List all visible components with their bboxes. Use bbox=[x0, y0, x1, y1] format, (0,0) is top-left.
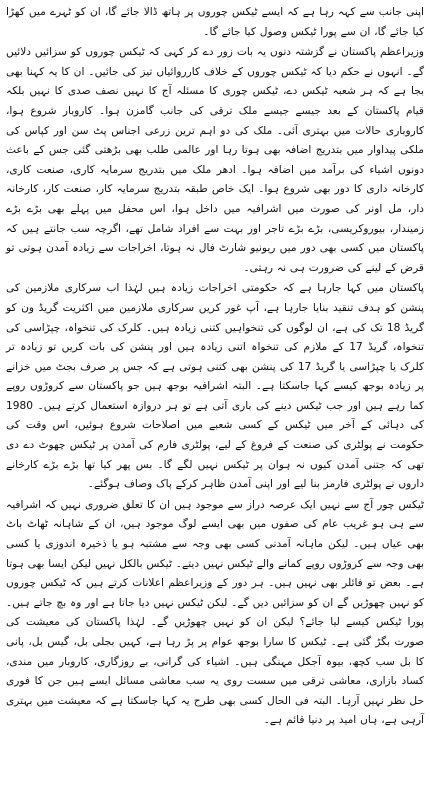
article-paragraph-4: ٹیکس چور آج سے نہیں ایک عرصہ دراز سے موجود ہیں ان کا تعلق ضروری نہیں کہ اشرافیہ سے ہی ہو غریب عام کی صفوں میں بھی ایسے لوگ موجود ہیں، ان کے شاہانہ ٹھاٹ باٹ بھی عیاں ہیں۔ لیکن ماہانہ آمدنی کسی بھی وجہ سے مشتبہ ہو یا ذخیرہ اندوزی یا کسی بھی وجہ سے کروڑوں روپے کمانے والے ٹیکس نہیں دیتے۔ ٹیکس بالکل نہیں لیکن ایسا بھی ہوتا ہے۔ بعض تو فائلر بھی نہیں ہیں۔ ہر دور کے وزیراعظم اعلانات کرتے ہیں کہ ٹیکس چوروں کو نہیں چھوڑیں گے ان کو سزائیں دیں گے۔ لیکن ٹیکس نہیں دیا جاتا ہے اور وہ بچ جاتے ہیں۔ پورا ٹیکس کیسے لیا جائے؟ لیکن ان کو نہیں چھوڑیں گے۔ لہٰذا پاکستان کی معیشت کی صورت بگڑ گئی ہے۔ ٹیکس کا سارا بوجھ عوام پر پڑ رہا ہے، کہیں بجلی بل، گیس بل، پانی کا بل سب کچھ، بیوہ آجکل مہنگی ہیں۔ اشیاء کی گرانی، بے روزگاری، کاروبار میں مندی، کساد بازاری، معاشی ترقی میں سست روی یہ سب معاشی مسائل ایسے ہیں جن کا فوری حل نظر نہیں آرہا۔ البتہ فی الحال کسی بھی طرح یہ کہا جاسکتا ہے کہ معیشت میں بہتری آرہی ہے، ہاں امید پر دنیا قائم ہے۔ bbox=[6, 498, 424, 727]
article-paragraph-2: وزیراعظم پاکستان نے گزشتہ دنوں یہ بات زور دے کر کہی کہ ٹیکس چوروں کو سزائیں دلائیں گے۔ انہوں نے حکم دیا کہ ٹیکس چوروں کے خلاف کارروائیاں تیز کی جائیں۔ ان کا یہ کہنا بھی بجا ہے کہ ہر شعبہ ٹیکس دے، ٹیکس چوری کا مسئلہ آج کا نہیں نصف صدی کا نہیں بلکہ قیام پاکستان کے بعد جیسے جیسے ملک ترقی کی جانب گامزن ہوا۔ کاروبار شروع ہوا، کاروباری حالات میں بہتری آئی۔ ملک کی دو اہم ترین زرعی اجناس پٹ سن اور کپاس کی ملکی پیداوار میں بتدریج اضافہ بھی ہوتا رہا اور عالمی طلب بھی بڑھتی گئی جس کے باعث دونوں اشیاء کی برآمد میں اضافہ ہوا۔ ادھر ملک میں بتدریج سرمایہ کاری، صنعت کاری، کارخانہ داری کا دور بھی شروع ہوا۔ ایک خاص طبقہ بتدریج سرمایہ کار، صنعت کار، کارخانہ دار، مل اونر کی صورت میں اشرافیہ میں داخل ہوا، اس محفل میں پہلے بھی بڑے بڑے زمیندار، بیوروکریسی، بڑے بڑے تاجر اور بہت سے افراد شامل تھے، اگرچہ سب جانتے ہیں کہ پاکستان میں کسی بھی دور میں ریونیو شارٹ فال نہ ہوتا، اخراجات سے زیادہ آمدن ہوتی تو قرض کے لینے کی ضرورت ہی نہ رہتی۔ bbox=[6, 46, 424, 274]
article-paragraph-3: پاکستان میں کہا جارہا ہے کہ حکومتی اخراجات زیادہ ہیں لہٰذا اب سرکاری ملازمین کی پنشن کو ہدف تنقید بنایا جارہا ہے، آپ غور کریں سرکاری ملازمین میں اکثریت گریڈ ون کو گریڈ 18 تک کی ہے، ان لوگوں کی تنخواہیں کتنی زیادہ ہیں۔ کلرک کی تنخواہ، چپڑاسی کی تنخواہ، گریڈ 17 کے ملازم کی تنخواہ اتنی زیادہ ہیں اور پنشن کی بات کریں تو زیادہ تر کلرک یا چپڑاسی یا گریڈ 17 کی پنشن بھی کتنی ہوتی ہے کہ جس پر صرف بجٹ میں خزانے پر زیادہ بوجھ کیسے کہا جاسکتا ہے۔ البتہ اشرافیہ بوجھ ہیں جو پاکستان سے کروڑوں روپے کما رہے ہیں اور جب ٹیکس دینے کی باری آتی ہے تو ہر دروازہ استعمال کرتے ہیں۔ 1980 کی دہائی کے آخر میں ٹیکس کے کسی شعبے میں اصلاحات شروع ہوئیں، اس وقت کی حکومت نے پولٹری کی صنعت کے فروغ کے لیے، پولٹری فارم کی آمدن پر ٹیکس چھوٹ دے دی تھی کہ جتنی آمدن کیوں نہ ہوان پر ٹیکس نہیں لگے گا۔ بس پھر کیا تھا بڑے بڑے کارخانے داروں نے پولٹری فارمز بنا لیے اور اپنی آمدن ظاہر کرکے پاک وصاف ہوگئے۔ bbox=[6, 282, 424, 491]
article-paragraph-1: اپنی جانب سے کہہ رہا ہے کہ ایسے ٹیکس چوروں پر ہاتھ ڈالا جائے گا، ان کو ٹہرے میں کھڑا کیا جائے گا، ان سے پورا ٹیکس وصول کیا جائے گا۔ bbox=[6, 6, 424, 38]
